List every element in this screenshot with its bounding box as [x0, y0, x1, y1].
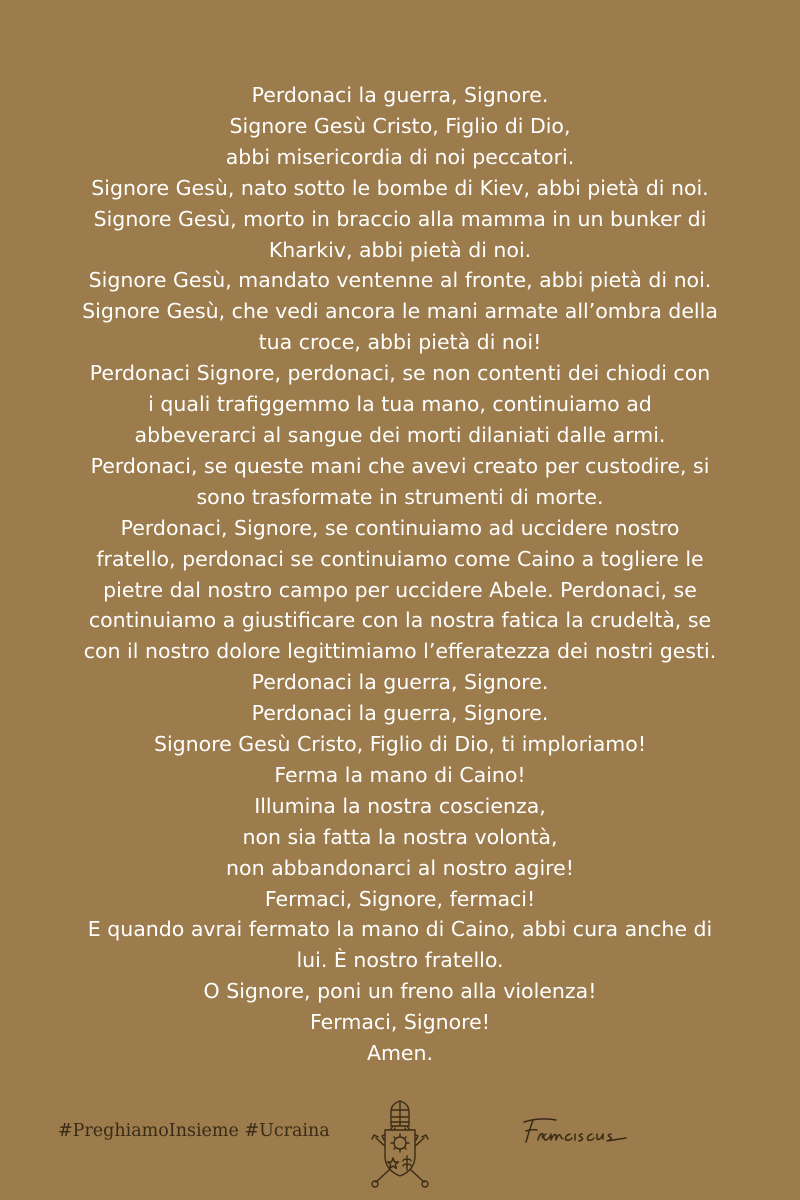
prayer-line: Perdonaci Signore, perdonaci, se non contenti dei chiodi con	[89, 361, 711, 386]
prayer-line: O Signore, poni un freno alla violenza!	[203, 979, 597, 1004]
prayer-line: Illumina la nostra coscienza,	[254, 793, 546, 818]
prayer-line: Kharkiv, abbi pietà di noi.	[268, 237, 532, 262]
prayer-line: Perdonaci, se queste mani che avevi creato per custodire, si	[90, 453, 710, 478]
prayer-line: Fermaci, Signore, fermaci!	[264, 886, 536, 911]
prayer-line: Ferma la mano di Caino!	[274, 762, 526, 787]
prayer-line: Signore Gesù, che vedi ancora le mani armate all’ombra della	[82, 299, 718, 324]
prayer-line: Perdonaci la guerra, Signore.	[251, 701, 549, 726]
franciscus-signature	[520, 1114, 650, 1148]
prayer-line: Perdonaci, Signore, se continuiamo ad uccidere nostro	[120, 515, 680, 540]
prayer-text	[30, 80, 770, 1069]
prayer-line: Perdonaci la guerra, Signore.	[251, 670, 549, 695]
prayer-line: E quando avrai fermato la mano di Caino, abbi cura anche di	[87, 917, 713, 942]
prayer-line: Amen.	[366, 1041, 434, 1066]
prayer-line: sono trasformate in strumenti di morte.	[196, 484, 604, 509]
hashtags: #PreghiamoInsieme #Ucraina	[58, 1121, 330, 1141]
prayer-line: i quali trafiggemmo la tua mano, continuiamo ad	[148, 392, 652, 417]
prayer-line: abbeverarci al sangue dei morti dilaniati dalle armi.	[134, 422, 666, 447]
prayer-line: pietre dal nostro campo per uccidere Abele. Perdonaci, se	[103, 577, 697, 602]
prayer-line: con il nostro dolore legittimiamo l’efferatezza dei nostri gesti.	[83, 639, 717, 664]
prayer-line: Signore Gesù Cristo, Figlio di Dio,	[229, 113, 571, 138]
prayer-line: abbi misericordia di noi peccatori.	[225, 144, 575, 169]
prayer-line: non abbandonarci al nostro agire!	[226, 855, 574, 880]
prayer-line: Fermaci, Signore!	[310, 1010, 490, 1035]
prayer-line: fratello, perdonaci se continuiamo come Caino a togliere le	[96, 546, 704, 571]
prayer-line: tua croce, abbi pietà di noi!	[258, 330, 542, 355]
prayer-line: non sia fatta la nostra volontà,	[242, 824, 558, 849]
prayer-line: Perdonaci la guerra, Signore.	[251, 83, 549, 107]
prayer-line: lui. È nostro fratello.	[296, 948, 504, 973]
papal-coat-of-arms-icon	[366, 1098, 434, 1190]
prayer-line: Signore Gesù Cristo, Figlio di Dio, ti imploriamo!	[153, 732, 647, 757]
prayer-line: Signore Gesù, nato sotto le bombe di Kiev, abbi pietà di noi.	[91, 175, 709, 200]
prayer-line: Signore Gesù, mandato ventenne al fronte, abbi pietà di noi.	[88, 268, 712, 293]
prayer-line: continuiamo a giustificare con la nostra fatica la crudeltà, se	[88, 608, 712, 633]
prayer-line: Signore Gesù, morto in braccio alla mamma in un bunker di	[93, 206, 707, 231]
